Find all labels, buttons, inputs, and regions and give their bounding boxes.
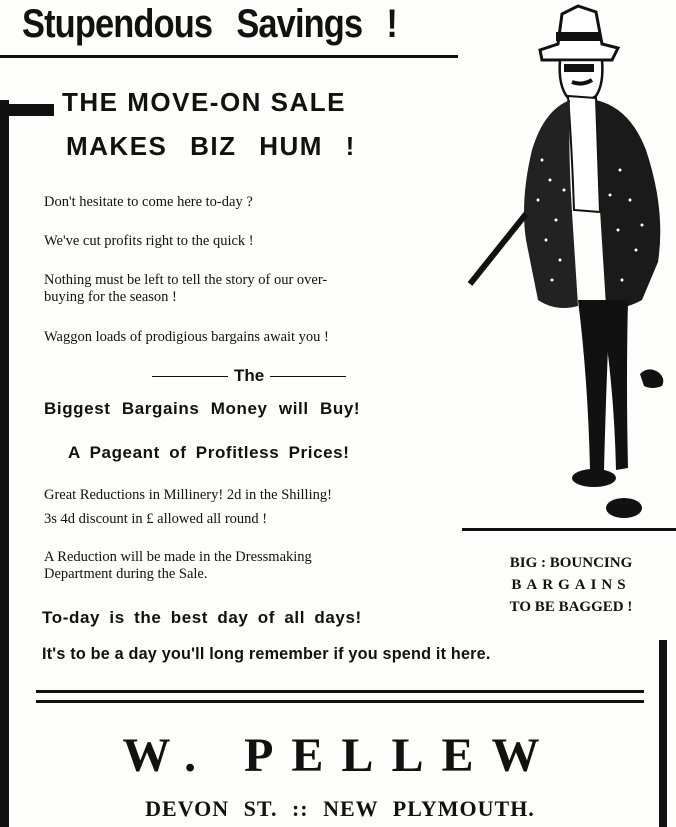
merchant-name: W. PELLEW [122,729,558,782]
body-line-waggon: Waggon loads of prodigious bargains await you ! [44,329,329,345]
divider-dash-right [270,376,346,378]
side-box-line2: BARGAINS [511,577,631,593]
headline: Stupendous Savings ! [22,2,398,46]
footer-rule-upper [36,690,644,693]
illustrated-man-figure [460,0,676,526]
body-line-hesitate: Don't hesitate to come here to-day ? [44,194,253,210]
biggest-bargains: Biggest Bargains Money will Buy! [44,399,361,418]
headline-rule [0,55,458,58]
right-border-bar [659,640,667,827]
dressmaking-line2: Department during the Sale. [44,566,208,582]
body-line-profits: We've cut profits right to the quick ! [44,233,254,249]
body-line-buying: buying for the season ! [44,289,177,305]
left-border-bar [0,100,9,827]
side-box [476,552,666,618]
side-box-line1: BIG : BOUNCING [509,555,633,571]
the-label: The [234,366,265,385]
best-day-line: To-day is the best day of all days! [42,608,362,627]
merchant-address: DEVON ST. :: NEW PLYMOUTH. [145,796,535,821]
divider-dash-left [152,376,228,378]
dressmaking-line1: A Reduction will be made in the Dressmaking [44,549,312,565]
side-box-line3: TO BE BAGGED ! [509,599,633,615]
the-divider [146,366,352,386]
body-line-nothing: Nothing must be left to tell the story of our over- [44,272,328,288]
side-box-rule [462,528,676,531]
left-border-tab [0,104,54,116]
reductions-line1: Great Reductions in Millinery! 2d in the Shilling! [44,487,332,503]
sale-title-line2: MAKES BIZ HUM ! [66,131,356,161]
remember-line: It's to be a day you'll long remember if you spend it here. [42,645,491,663]
footer-rule-lower [36,700,644,703]
sale-title-line1: THE MOVE-ON SALE [62,87,347,117]
reductions-line2: 3s 4d discount in £ allowed all round ! [44,511,268,527]
pageant-line: A Pageant of Profitless Prices! [68,443,350,462]
